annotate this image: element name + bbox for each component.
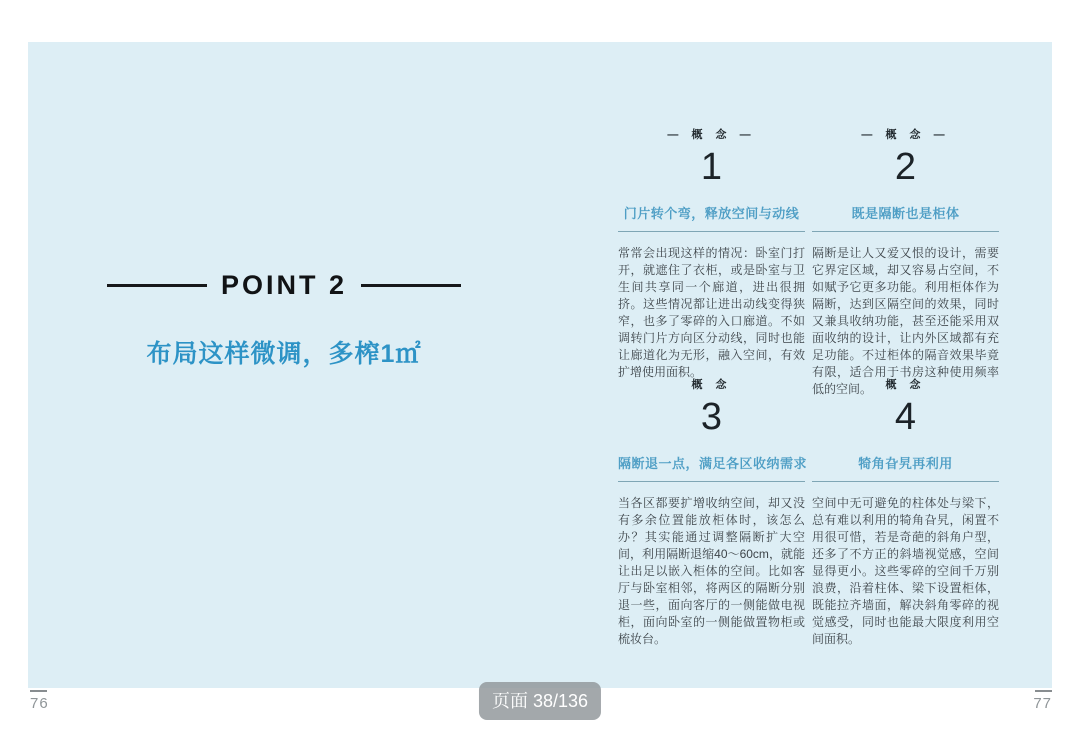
concept-divider [812,231,999,232]
concept-number: 3 [700,396,723,438]
concept-label: 概 念 [885,379,926,391]
concept-block-1 [618,126,805,381]
concept-number: 4 [894,396,917,438]
concept-label: 概 念 [691,379,732,391]
point-left-line [107,284,207,287]
concept-label: — 概 念 — [667,129,756,141]
concept-block-2 [812,126,999,398]
concept-body: 当各区都要扩增收纳空间，却又没有多余位置能放柜体时，该怎么办？其实能通过调整隔断扩大空间，利用隔断退缩40～60cm，就能让出足以嵌入柜体的空间。比如客厅与卧室相邻，将两区的隔断分别退一些，面向客厅的一侧能做电视柜，面向卧室的一侧能做置物柜或梳妆台。 [618,496,805,646]
concept-body: 隔断是让人又爱又恨的设计，需要它界定区域，却又容易占空间，不如赋予它更多功能。利用柜体作为隔断，达到区隔空间的效果，同时又兼具收纳功能，甚至还能采用双面收纳的设计，让内外区域都有充足功能。不过柜体的隔音效果毕竟有限，适合用于书房这种使用频率低的空间。 [812,246,999,396]
concept-number: 1 [700,146,723,188]
concept-body: 空间中无可避免的柱体处与梁下，总有难以利用的犄角旮旯，闲置不用很可惜，若是奇葩的斜角户型，还多了不方正的斜墙视觉感，空间显得更小。这些零碎的空间千万别浪费，沿着柱体、梁下设置柜体，既能拉齐墙面，解决斜角零碎的视觉感受，同时也能最大限度利用空间面积。 [812,496,999,646]
concept-heading: 犄角旮旯再利用 [858,456,953,471]
right-page-number [1033,690,1052,712]
left-page-number [30,690,49,712]
concept-divider [812,481,999,482]
concept-divider [618,481,805,482]
left-folio-value: 76 [30,695,49,712]
page-indicator-toast: 页面 38/136 [479,682,601,720]
right-folio-value: 77 [1033,695,1052,712]
concept-heading: 既是隔断也是柜体 [851,206,960,221]
concept-heading: 门片转个弯，释放空间与动线 [623,206,800,221]
concept-heading: 隔断退一点，满足各区收纳需求 [618,456,808,471]
left-page [28,42,540,688]
right-folio-dash [1035,690,1052,692]
point-title-row [28,270,540,301]
concept-label: — 概 念 — [861,129,950,141]
concept-body: 常常会出现这样的情况：卧室门打开，就遮住了衣柜，或是卧室与卫生间共享同一个廊道，进出很拥挤。这些情况都让进出动线变得狭窄，也多了零碎的入口廊道。不如调转门片方向区分动线，同时也能让廊道化为无形，融入空间，有效扩增使用面积。 [618,246,805,379]
concept-divider [618,231,805,232]
point-right-line [361,284,461,287]
concept-number: 2 [894,146,917,188]
concept-block-3 [618,376,808,648]
book-spread [28,42,1052,688]
left-folio-dash [30,690,47,692]
concept-block-4 [812,376,999,648]
point-title: POINT 2 [220,270,348,300]
point-subtitle: 布局这样微调，多榨1㎡ [146,340,422,368]
